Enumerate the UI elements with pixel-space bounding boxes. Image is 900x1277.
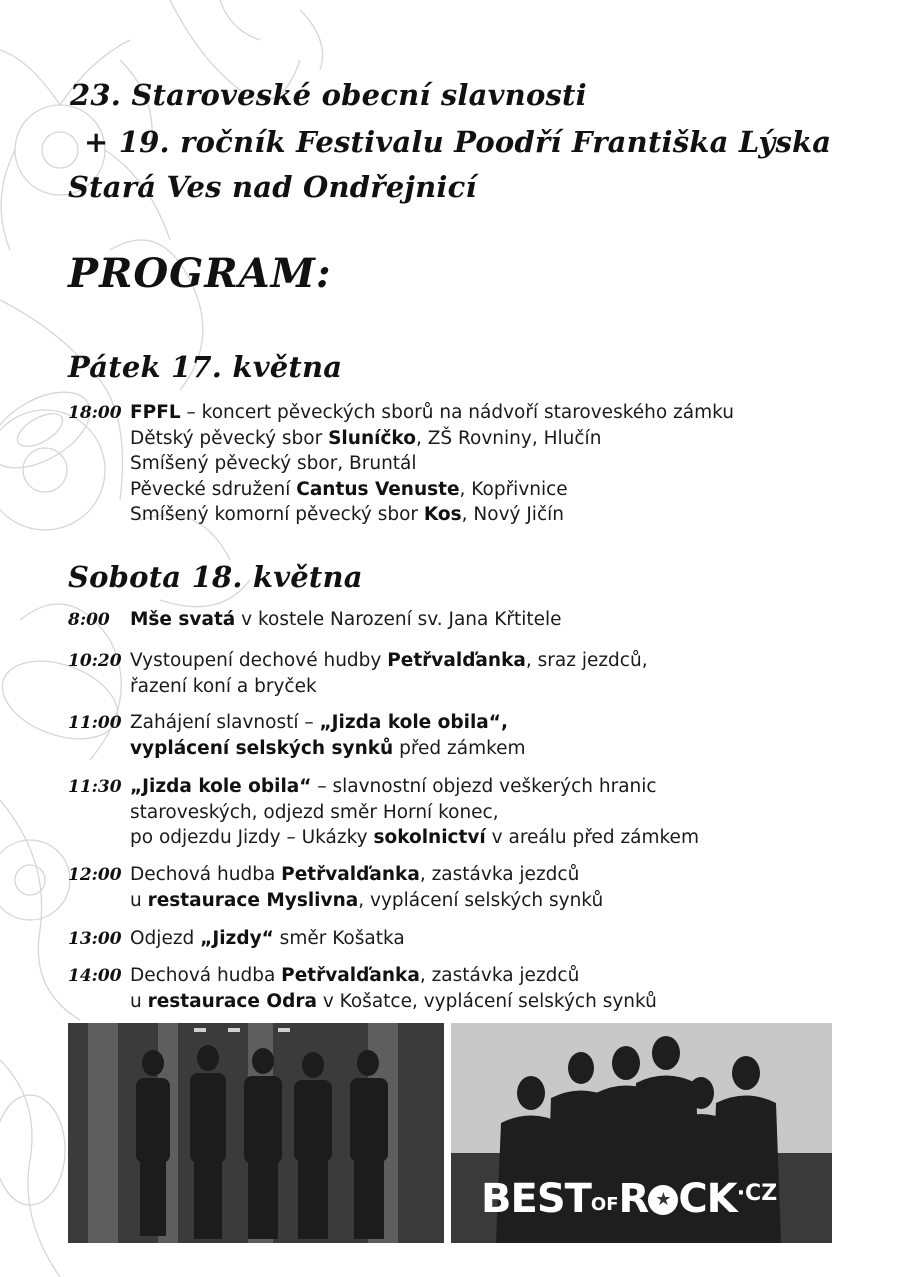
event-text: , ZŠ Rovniny, Hlučín (415, 427, 602, 449)
event-line (130, 800, 699, 826)
event-line (130, 674, 648, 700)
event-line (130, 710, 526, 736)
event-line (130, 825, 699, 851)
festival-title-line-1: 23. Staroveské obecní slavnosti (70, 78, 587, 112)
event-text: , vyplácení selských synků (358, 889, 604, 911)
event-text: staroveských, odjezd směr Horní konec, (130, 801, 499, 823)
event-text: Dětský pěvecký sbor (130, 427, 329, 449)
highlighted-text: vyplácení selských synků (130, 737, 394, 759)
event-text: – koncert pěveckých sborů na nádvoří staroveského zámku (180, 402, 734, 423)
event-text: , Nový Jičín (461, 504, 564, 525)
event-description (130, 710, 526, 761)
best-of-rock-logo (481, 1176, 777, 1222)
event-time: 11:00 (68, 713, 122, 733)
day-heading: Sobota 18. května (68, 560, 363, 594)
highlighted-text: „Jizda kole obila“, (319, 712, 508, 733)
guitar-star-icon: ★ (648, 1185, 678, 1215)
event-line (130, 477, 734, 503)
event-text: Dechová hudba (130, 864, 282, 885)
highlighted-text: Kos (423, 504, 462, 525)
event-text: Pěvecké sdružení (130, 478, 297, 500)
event-text: , zastávka jezdců (419, 864, 580, 885)
highlighted-text: Petřvalďanka (281, 965, 420, 986)
logo-best: BEST (481, 1176, 591, 1222)
band-photo-illustration (68, 1023, 444, 1243)
event-description (130, 607, 562, 633)
event-time: 11:30 (68, 777, 122, 797)
event-time: 14:00 (68, 966, 122, 986)
event-text: , sraz jezdců, (525, 650, 648, 671)
day-heading: Pátek 17. května (68, 350, 343, 384)
highlighted-text: restaurace Myslivna (147, 889, 359, 911)
highlighted-text: Sluníčko (328, 427, 416, 449)
logo-cz: ·CZ (736, 1181, 778, 1206)
event-text: v Košatce, vyplácení selských synků (316, 990, 657, 1012)
band-photo-left (68, 1023, 444, 1243)
event-line (130, 736, 526, 762)
event-text: Odjezd (130, 928, 201, 949)
event-text: směr Košatka (273, 928, 405, 949)
event-time: 18:00 (68, 403, 122, 423)
event-line (130, 926, 405, 952)
logo-of: OF (590, 1194, 619, 1215)
event-text: , zastávka jezdců (419, 965, 580, 986)
festival-title-line-2: + 19. ročník Festivalu Poodří Františka Lýska (84, 125, 832, 159)
event-line (130, 862, 603, 888)
event-text: Smíšený pěvecký sbor, Bruntál (130, 453, 417, 474)
event-text: u (130, 990, 148, 1012)
program-heading: PROGRAM: (68, 250, 332, 297)
event-time: 13:00 (68, 929, 122, 949)
event-text: u (130, 889, 148, 911)
event-description (130, 400, 734, 528)
event-text: po odjezdu Jizdy – Ukázky (130, 827, 374, 848)
event-time: 10:20 (68, 651, 122, 671)
highlighted-text: FPFL (130, 402, 181, 423)
event-text: v areálu před zámkem (485, 827, 699, 848)
event-line (130, 426, 734, 452)
event-text: , Kopřivnice (459, 478, 568, 500)
event-text: – slavnostní objezd veškerých hranic (311, 776, 657, 797)
highlighted-text: Cantus Venuste (296, 478, 460, 500)
event-line (130, 774, 699, 800)
logo-r: R (618, 1176, 649, 1222)
highlighted-text: sokolnictví (373, 827, 486, 848)
event-text: před zámkem (393, 737, 526, 759)
event-text: Dechová hudba (130, 965, 282, 986)
event-line (130, 989, 657, 1015)
event-description (130, 963, 657, 1014)
highlighted-text: Petřvalďanka (387, 650, 526, 671)
festival-location: Stará Ves nad Ondřejnicí (68, 170, 477, 204)
highlighted-text: „Jizda kole obila“ (130, 776, 312, 797)
event-line (130, 648, 648, 674)
event-text: Smíšený komorní pěvecký sbor (130, 504, 424, 525)
event-time: 12:00 (68, 865, 122, 885)
event-time: 8:00 (68, 610, 110, 630)
event-line (130, 607, 562, 633)
event-description (130, 648, 648, 699)
event-line (130, 400, 734, 426)
highlighted-text: „Jizdy“ (200, 928, 274, 949)
highlighted-text: Petřvalďanka (281, 864, 420, 885)
event-text: řazení koní a bryček (130, 675, 317, 697)
event-text: v kostele Narození sv. Jana Křtitele (235, 609, 562, 630)
event-line (130, 451, 734, 477)
event-text: Vystoupení dechové hudby (130, 650, 388, 671)
event-line (130, 888, 603, 914)
highlighted-text: Mše svatá (130, 609, 236, 630)
event-line (130, 502, 734, 528)
band-photo-right (451, 1023, 832, 1243)
highlighted-text: restaurace Odra (147, 990, 317, 1012)
event-description (130, 926, 405, 952)
event-text: Zahájení slavností – (130, 712, 320, 733)
event-description (130, 862, 603, 913)
event-line (130, 963, 657, 989)
event-description (130, 774, 699, 851)
logo-ck: CK (678, 1176, 737, 1222)
